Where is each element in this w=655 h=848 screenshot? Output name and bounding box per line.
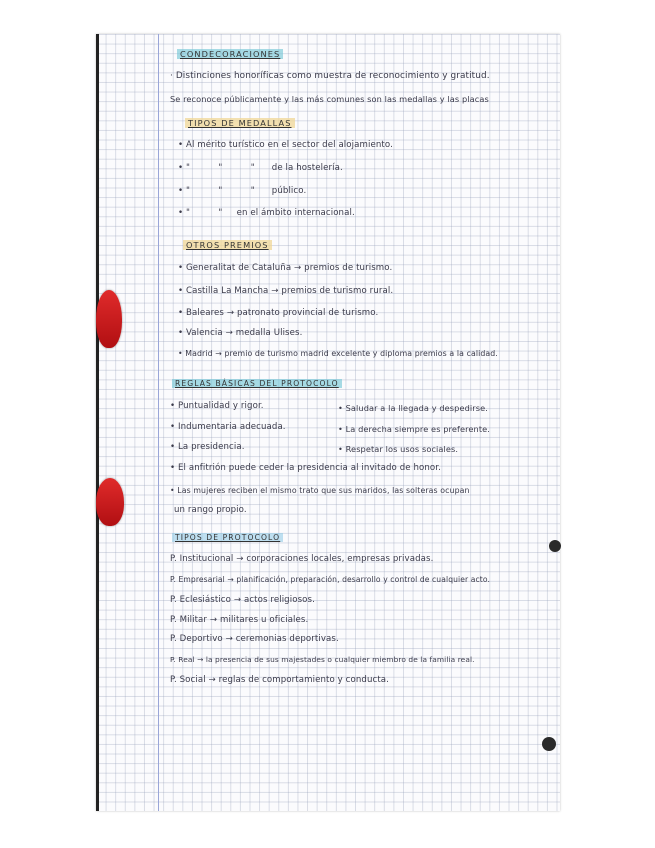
text-line: • " " " de la hostelería. <box>178 163 343 173</box>
text-line: P. Institucional → corporaciones locales, empresas privadas. <box>170 554 434 564</box>
notebook-page <box>96 34 560 811</box>
text-line: • La presidencia. <box>170 442 245 452</box>
page-edge <box>96 34 99 811</box>
text-line: un rango propio. <box>174 505 247 515</box>
text-line: • Puntualidad y rigor. <box>170 401 264 411</box>
text-line: P. Eclesiástico → actos religiosos. <box>170 595 315 605</box>
text-line: • " " " público. <box>178 186 307 196</box>
binder-hole <box>549 540 561 552</box>
text-line: P. Social → reglas de comportamiento y conducta. <box>170 675 390 685</box>
text-line: P. Empresarial → planificación, preparación, desarrollo y control de cualquier acto. <box>170 575 490 584</box>
text-line: • Respetar los usos sociales. <box>338 444 459 454</box>
text-line: • Al mérito turístico en el sector del alojamiento. <box>178 140 393 150</box>
text-line: • Madrid → premio de turismo madrid excelente y diploma premios a la calidad. <box>178 349 498 358</box>
heading-reglas-basicas: REGLAS BÁSICAS DEL PROTOCOLO <box>172 379 342 388</box>
text-line: P. Real → la presencia de sus majestades o cualquier miembro de la familia real. <box>170 655 475 664</box>
text-line: • Las mujeres reciben el mismo trato que sus maridos, las solteras ocupan <box>170 486 470 495</box>
fingernail <box>96 290 122 348</box>
text-line: • El anfitrión puede ceder la presidencia al invitado de honor. <box>170 463 441 473</box>
text-line: · Distinciones honoríficas como muestra de reconocimiento y gratitud. <box>170 71 490 81</box>
text-line: • Generalitat de Cataluña → premios de turismo. <box>178 263 393 273</box>
text-line: • " " en el ámbito internacional. <box>178 208 355 218</box>
binder-hole <box>542 737 556 751</box>
heading-condecoraciones: CONDECORACIONES <box>177 49 283 59</box>
text-line: • Castilla La Mancha → premios de turismo rural. <box>178 286 394 296</box>
text-line: • Saludar a la llegada y despedirse. <box>338 403 488 413</box>
fingernail <box>96 478 124 526</box>
heading-tipos-medallas: TIPOS DE MEDALLAS <box>185 118 295 128</box>
text-line: • Valencia → medalla Ulises. <box>178 328 303 338</box>
text-line: • Indumentaria adecuada. <box>170 422 286 432</box>
text-line: • Baleares → patronato provincial de turismo. <box>178 308 379 318</box>
text-line: • La derecha siempre es preferente. <box>338 424 490 434</box>
margin-line <box>158 34 159 811</box>
text-line: P. Deportivo → ceremonias deportivas. <box>170 634 339 644</box>
heading-tipos-protocolo: TIPOS DE PROTOCOLO <box>172 533 283 542</box>
text-line: Se reconoce públicamente y las más comunes son las medallas y las placas <box>170 94 489 104</box>
heading-otros-premios: OTROS PREMIOS <box>183 240 272 250</box>
text-line: P. Militar → militares u oficiales. <box>170 615 309 625</box>
